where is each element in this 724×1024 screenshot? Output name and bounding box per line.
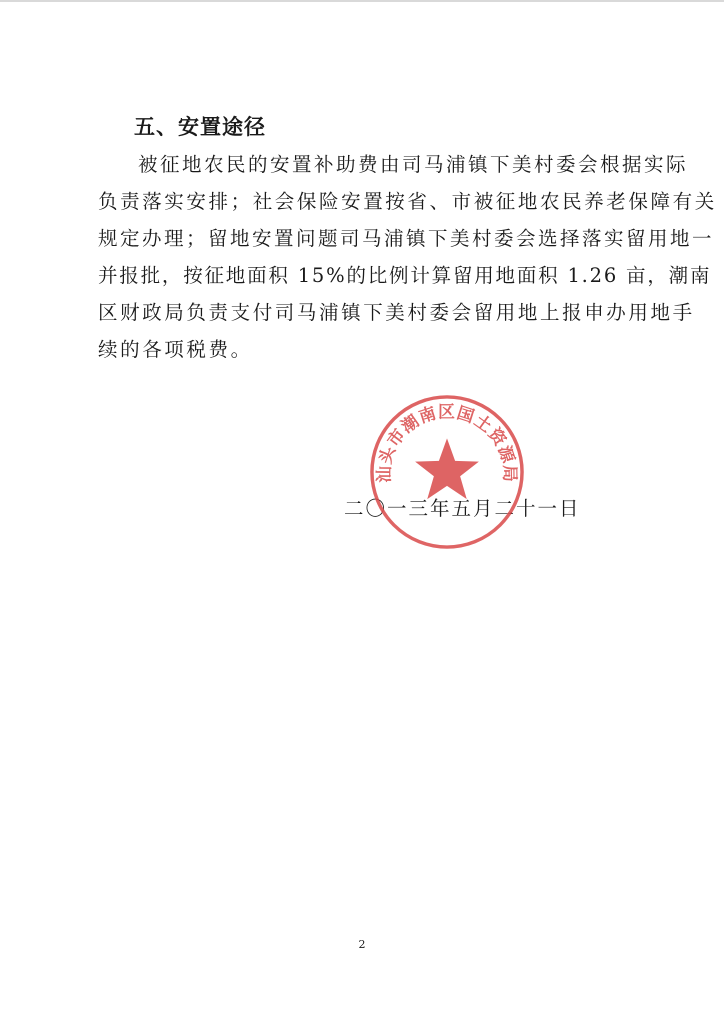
seal-text: 汕头市潮南区国土资源局 xyxy=(373,401,521,483)
page-number: 2 xyxy=(358,938,366,951)
paragraph-line: 区财政局负责支付司马浦镇下美村委会留用地上报申办用地手 xyxy=(98,301,695,324)
paragraph-line: 负责落实安排；社会保险安置按省、市被征地农民养老保障有关 xyxy=(98,190,717,213)
section-paragraph xyxy=(98,146,717,368)
paragraph-line: 并报批，按征地面积 15%的比例计算留用地面积 1.26 亩，潮南 xyxy=(98,264,712,287)
scan-edge-line xyxy=(0,0,724,2)
paragraph-line: 被征地农民的安置补助费由司马浦镇下美村委会根据实际 xyxy=(138,153,689,176)
seal-star-icon xyxy=(415,438,479,499)
paragraph-line: 续的各项税费。 xyxy=(98,338,253,361)
paragraph-line: 规定办理；留地安置问题司马浦镇下美村委会选择落实留用地一 xyxy=(98,227,715,250)
section-heading: 五、安置途径 xyxy=(134,115,266,139)
signature-date: 二〇一三年五月二十一日 xyxy=(344,497,581,520)
official-seal-stamp xyxy=(368,393,526,551)
